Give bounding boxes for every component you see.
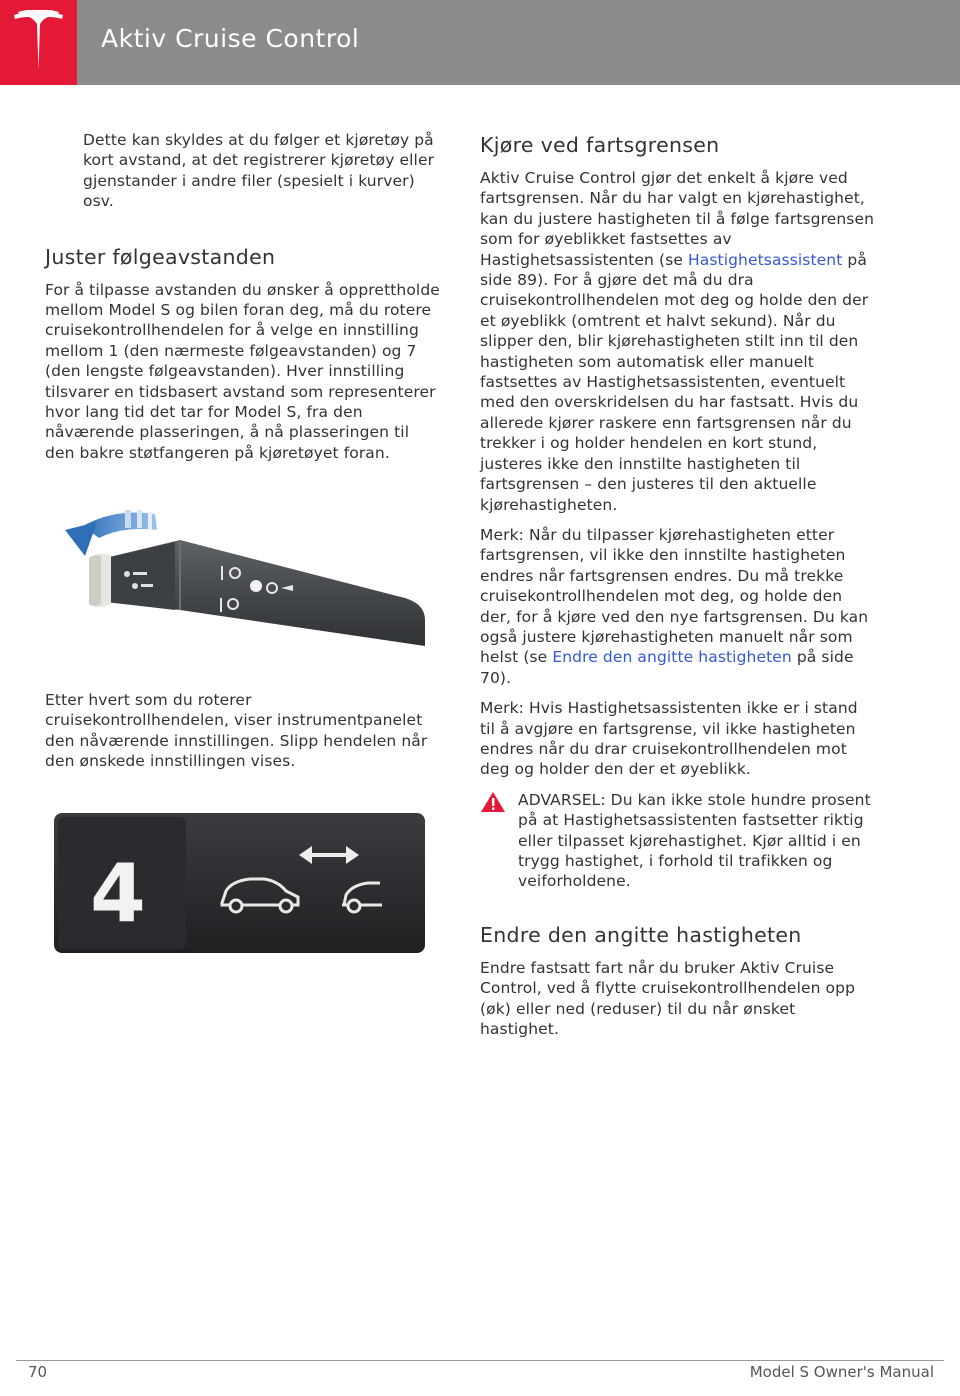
warning-icon — [480, 791, 506, 813]
section-heading-change-set-speed: Endre den angitte hastigheten — [480, 922, 802, 947]
warning-text: ADVARSEL: Du kan ikke stole hundre prosent på at Hastighetsassistenten fastsetter riktig eller tilpasset kjørehastighet. Kjør alltid i en trygg hastighet, i forhold til trafikken og veiforholdene. — [518, 790, 871, 891]
tesla-logo-icon — [12, 10, 65, 74]
change-set-speed-link[interactable]: Endre den angitte hastigheten — [552, 648, 792, 667]
manual-name: Model S Owner's Manual — [749, 1363, 934, 1381]
rotate-stalk-paragraph: Etter hvert som du roterer cruisekontrollhendelen, viser instrumentpanelet den nåværende innstillingen. Slipp hendelen når den ønskede innstillingen vises. — [45, 691, 428, 771]
section-heading-following-distance: Juster følgeavstanden — [45, 244, 276, 269]
page-header — [0, 0, 960, 85]
note-speed-limit-paragraph: Merk: Når du tilpasser kjørehastigheten etter fartsgrensen, vil ikke den innstilte hastigheten endres når fartsgrensen endres. Du må trekke cruisekontrollhendelen mot deg, og holde den der, for å kjøre ved den nye fartsgrensen. Du kan også justere kjørehastigheten manuelt når som helst (se Endre den angitte hastigheten på side 70). — [480, 525, 869, 687]
page-title: Aktiv Cruise Control — [101, 24, 360, 53]
right-column — [480, 132, 875, 1049]
distance-setting-value: 4 — [90, 847, 146, 940]
change-set-speed-paragraph: Endre fastsatt fart når du bruker Aktiv Cruise Control, ved å flytte cruisekontrollhendelen opp (øk) eller ned (reduser) til du når ønsket hastighet. — [480, 958, 856, 1039]
speed-limit-paragraph: Aktiv Cruise Control gjør det enkelt å kjøre ved fartsgrensen. Når du har valgt en kjørehastighet, kan du justere hastigheten til å følge fartsgrensen som for øyeblikket fastsettes av Hastighetsassistenten (se Hastighetsassistent på side 89). For å gjøre det må du dra cruisekontrollhendelen mot deg og holde den der et øyeblikk (omtrent et halvt sekund). Når du slipper den, blir kjørehastigheten stilt inn til den hastigheten som automatisk eller manuelt fastsettes av Hastighetsassistenten, eventuelt med den overskridelsen du har fastsatt. Hvis du allerede kjører raskere enn fartsgrensen når du trekker i og holder hendelen en kort stund, justeres ikke den innstilte hastigheten til fartsgrensen – den justeres til den aktuelle kjørehastigheten. — [480, 169, 875, 514]
left-column — [45, 130, 440, 473]
following-distance-paragraph: For å tilpasse avstanden du ønsker å opprettholde mellom Model S og bilen foran deg, må du rotere cruisekontrollhendelen for å velge en innstilling mellom 1 (den nærmeste følgeavstanden) og 7 (den lengste følgeavstanden). Hver innstilling tilsvarer en tidsbasert avstand som representerer hvor lang tid det tar for Model S, fra den nåværende plasseringen, å nå plasseringen til den bakre støtfangeren på kjøretøyet foran. — [45, 280, 440, 462]
following-distance-display — [54, 813, 425, 953]
section-heading-speed-limit: Kjøre ved fartsgrensen — [480, 133, 720, 157]
tesla-logo-box — [0, 0, 77, 85]
intro-paragraph: Dette kan skyldes at du følger et kjøretøy på kort avstand, at det registrerer kjøretøy eller gjenstander i andre filer (spesielt i kurver) osv. — [83, 131, 435, 211]
cruise-stalk-illustration — [45, 500, 435, 650]
left-column-lower — [45, 690, 440, 782]
page-number: 70 — [28, 1363, 48, 1381]
note-no-speed-limit-paragraph: Merk: Hvis Hastighetsassistenten ikke er i stand til å avgjøre en fartsgrense, vil ikke hastigheten endres når du drar cruisekontrollhendelen mot deg og holder den der et øyeblikk. — [480, 699, 858, 779]
footer-divider — [16, 1360, 944, 1361]
speed-assist-link[interactable]: Hastighetsassistent — [687, 250, 843, 269]
warning-block — [480, 790, 875, 892]
